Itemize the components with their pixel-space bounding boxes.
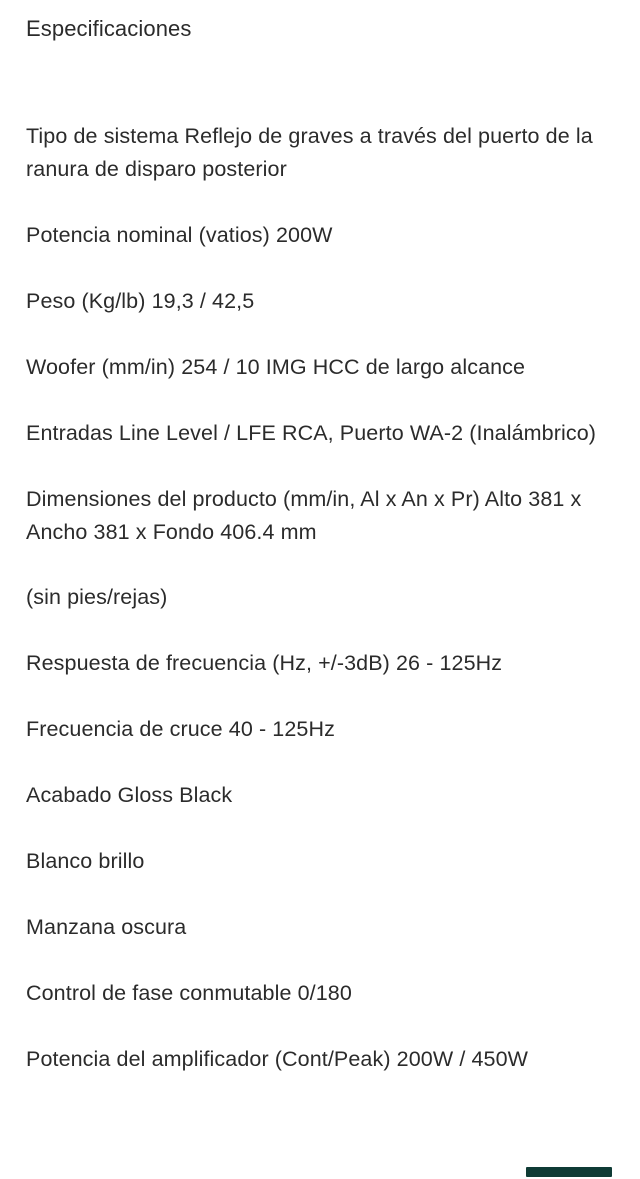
spec-item-crossover: Frecuencia de cruce 40 - 125Hz bbox=[26, 717, 335, 741]
spec-item-finish-dark-apple: Manzana oscura bbox=[26, 915, 187, 939]
spec-item-weight: Peso (Kg/lb) 19,3 / 42,5 bbox=[26, 289, 255, 313]
spec-item-frequency-response: Respuesta de frecuencia (Hz, +/-3dB) 26 - 125Hz bbox=[26, 651, 503, 675]
spec-item-phase-control: Control de fase conmutable 0/180 bbox=[26, 981, 352, 1005]
spec-item-finish-white: Blanco brillo bbox=[26, 849, 145, 873]
spec-item-dimensions-note: (sin pies/rejas) bbox=[26, 585, 168, 609]
spec-item-woofer: Woofer (mm/in) 254 / 10 IMG HCC de largo alcance bbox=[26, 355, 526, 379]
spec-item-rated-power: Potencia nominal (vatios) 200W bbox=[26, 223, 333, 247]
spec-item-amplifier-power: Potencia del amplificador (Cont/Peak) 200W / 450W bbox=[26, 1047, 529, 1071]
page-title: Especificaciones bbox=[26, 16, 192, 41]
spec-item-finish: Acabado Gloss Black bbox=[26, 783, 233, 807]
spec-item-dimensions: Dimensiones del producto (mm/in, Al x An x Pr) Alto 381 x Ancho 381 x Fondo 406.4 mm bbox=[26, 487, 582, 544]
accent-swatch bbox=[526, 1167, 612, 1177]
bottom-bar bbox=[0, 1165, 640, 1179]
spec-item-system-type: Tipo de sistema Reflejo de graves a través del puerto de la ranura de disparo posterior bbox=[26, 124, 593, 181]
specifications-list bbox=[26, 120, 614, 1076]
spec-item-inputs: Entradas Line Level / LFE RCA, Puerto WA-2 (Inalámbrico) bbox=[26, 421, 597, 445]
